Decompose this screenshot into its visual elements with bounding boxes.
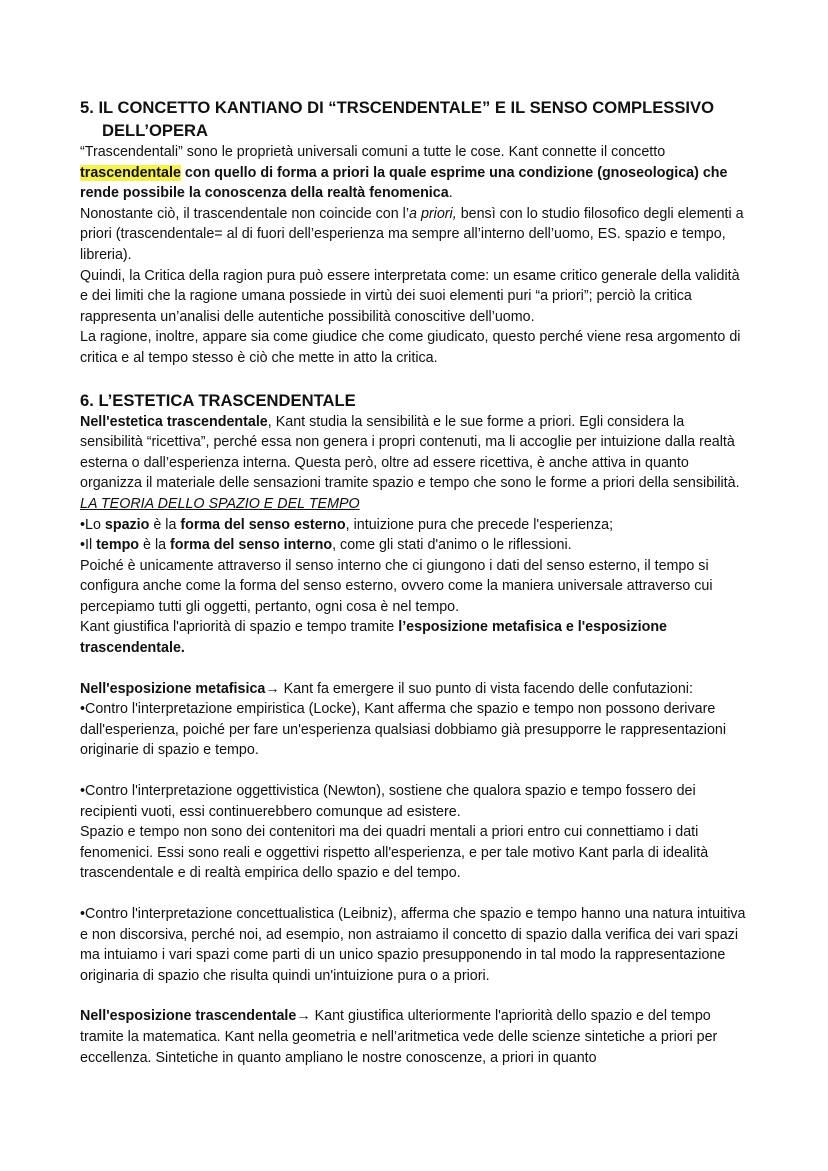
bullet-spazio-prefix: •Lo — [80, 516, 105, 533]
sec5-paragraph-2 — [80, 204, 748, 266]
bullet-spazio-term: spazio — [104, 516, 150, 533]
sec5-p2-text-b: bensì con lo studio filosofico degli elementi a priori (trascendentale= al di fuori dell’esperienza ma sempre all’interno dell’uomo, ES. spazio e tempo, libreria). — [80, 205, 744, 263]
sec5-p1-bold: con quello di forma a priori la quale esprime una condizione (gnoseologica) che rende possibile la conoscenza della realtà fenomenica — [80, 164, 728, 202]
section-5-heading-line1: 5. IL CONCETTO KANTIANO DI “TRSCENDENTALE” E IL SENSO COMPLESSIVO — [80, 98, 715, 117]
sec5-paragraph-1 — [80, 142, 748, 204]
confutazione-leibniz: •Contro l'interpretazione concettualistica (Leibniz), afferma che spazio e tempo hanno una natura intuitiva e non discorsiva, perché noi, ad esempio, non astraiamo il concetto di spazio dalla verifica dei vari spazi ma intuiamo i vari spazi come parti di un unico spazio presupponendo in tal modo la rappresentazione originaria di spazio che risulta quindi un'intuizione pura o a priori. — [80, 906, 746, 984]
confutazione-locke: •Contro l'interpretazione empiristica (Locke), Kant afferma che spazio e tempo non possono derivare dall'esperienza, poiché per fare un'esperienza qualsiasi dobbiamo già presupporre le rappresentazioni originarie di spazio e tempo. — [80, 701, 727, 759]
bullet-spazio-connector: è la — [149, 516, 181, 533]
sec5-p1-text: “Trascendentali” sono le proprietà universali comuni a tutte le cose. Kant connette il concetto — [80, 144, 666, 160]
esposizione-metafisica-label: Nell'esposizione metafisica — [80, 680, 266, 697]
sec5-paragraph-4: La ragione, inoltre, appare sia come giudice che come giudicato, questo perché viene resa argomento di critica e al tempo stesso è ciò che mette in atto la critica. — [80, 329, 741, 366]
sec5-p2-text-a: Nonostante ciò, il trascendentale non coincide con l’ — [80, 205, 410, 222]
section-5-heading — [80, 96, 748, 142]
sec5-p1-end: . — [448, 185, 453, 202]
bullet-spazio-definition: forma del senso esterno — [180, 516, 346, 533]
sec5-paragraph-3: Quindi, la Critica della ragion pura può essere interpretata come: un esame critico generale della validità e dei limiti che la ragione umana possiede in virtù dei suoi elementi puri “a priori”; perciò la critica rappresenta un’analisi delle autentiche possibilità conoscitive dell’uomo. — [80, 267, 740, 325]
confutazione-newton: •Contro l'interpretazione oggettivistica (Newton), sostiene che qualora spazio e tempo fossero dei recipienti vuoti, essi continuerebbero comunque ad esistere. — [80, 783, 696, 820]
bullet-tempo — [80, 535, 748, 556]
bullet-tempo-definition: forma del senso interno — [170, 537, 333, 554]
esposizione-trascendentale-text: Kant giustifica ulteriormente l'apriorità dello spazio e del tempo tramite la matematica. Kant nella geometria e nell’aritmetica vede delle scienze sintetiche a priori per eccellenza. Sintetiche in quanto ampliano le nostre conoscenze, a priori in quanto — [80, 1008, 718, 1066]
sec5-p2-italic: a priori, — [409, 205, 457, 222]
section-5-heading-line2: DELL’OPERA — [102, 121, 209, 140]
bullet-spazio-rest: , intuizione pura che precede l'esperienza; — [345, 516, 614, 533]
sec6-p3-text: Kant giustifica l'apriorità di spazio e tempo tramite — [80, 619, 399, 636]
esposizione-trascendentale-label: Nell'esposizione trascendentale — [80, 1008, 297, 1025]
arrow-right-icon: → — [265, 680, 280, 697]
bullet-tempo-connector: è la — [139, 537, 171, 554]
bullet-tempo-prefix: •Il — [80, 537, 97, 554]
sec6-paragraph-1 — [80, 412, 748, 494]
sec6-paragraph-3 — [80, 617, 748, 658]
sec6-paragraph-2: Poiché è unicamente attraverso il senso interno che ci giungono i dati del senso esterno, il tempo si configura anche come la forma del senso esterno, ovvero come la maniera universale attraverso cui percepiamo tutti gli oggetti, pertanto, ogni cosa è nel tempo. — [80, 557, 713, 615]
sec6-p1-text: , Kant studia la sensibilità e le sue forme a priori. Egli considera la sensibilità “ricettiva”, perché essa non genera i propri contenuti, ma li accoglie per intuizione dalla realtà esterna o dall’esperienza interna. Questa però, oltre ad essere ricettiva, è anche attiva in quanto organizza il materiale delle sensazioni tramite spazio e tempo che sono le forme a priori della sensibilità. — [80, 413, 740, 492]
sec6-p1-bold: Nell'estetica trascendentale — [80, 413, 268, 430]
arrow-right-icon: → — [296, 1008, 311, 1025]
sec6-p3-bold: l’esposizione metafisica e l'esposizione trascendentale. — [80, 619, 667, 657]
bullet-tempo-rest: , come gli stati d'animo o le riflessioni. — [332, 537, 572, 554]
bullet-tempo-term: tempo — [96, 537, 140, 554]
esposizione-metafisica-text: Kant fa emergere il suo punto di vista facendo delle confutazioni: — [279, 680, 693, 697]
esposizione-metafisica-intro — [80, 679, 748, 700]
highlighted-term: trascendentale — [80, 164, 181, 181]
spazio-tempo-quadri-mentali: Spazio e tempo non sono dei contenitori ma dei quadri mentali a priori entro cui connettiamo i dati fenomenici. Essi sono reali e oggettivi rispetto all'esperienza, e per tale motivo Kant parla di idealità trascendentale e di realtà empirica dello spazio e del tempo. — [80, 824, 709, 882]
sec6-subtitle: LA TEORIA DELLO SPAZIO E DEL TEMPO — [80, 495, 360, 512]
section-6-heading: 6. L’ESTETICA TRASCENDENTALE — [80, 390, 356, 410]
esposizione-trascendentale-intro — [80, 1006, 748, 1068]
bullet-spazio — [80, 515, 748, 536]
